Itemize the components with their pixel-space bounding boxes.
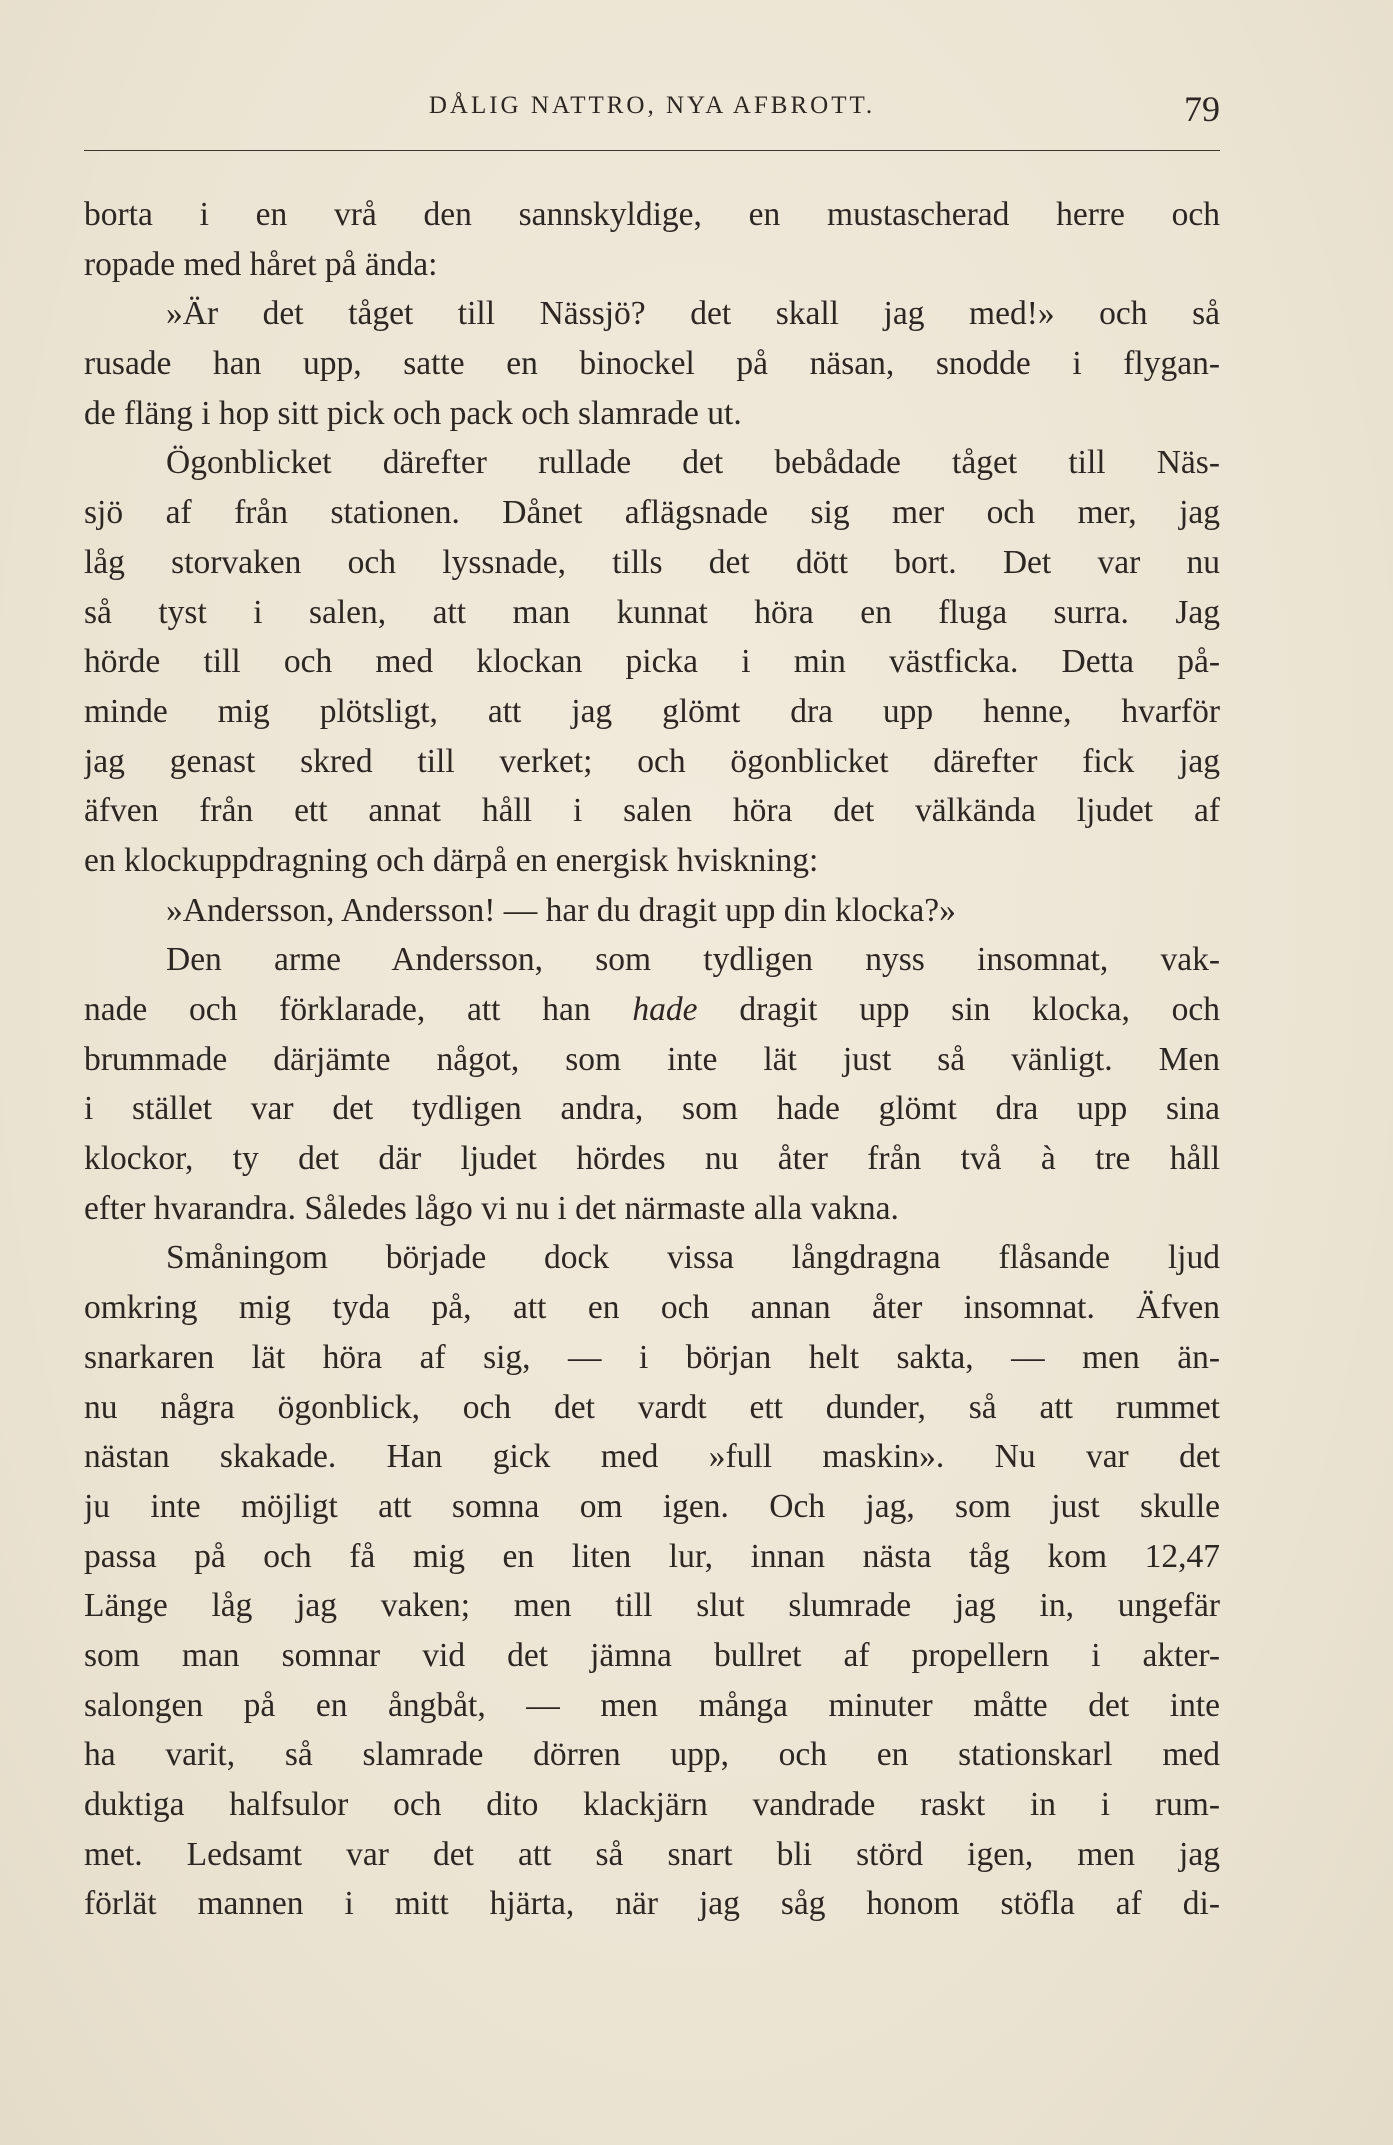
text-line: Småningom började dock vissa långdragna flåsande ljud bbox=[166, 1239, 1220, 1277]
text-line: duktiga halfsulor och dito klackjärn vandrade raskt in i rum- bbox=[84, 1786, 1220, 1823]
text-line: nästan skakade. Han gick med »full maskin». Nu var det bbox=[84, 1438, 1220, 1476]
text-line: »Är det tåget till Nässjö? det skall jag med!» och så bbox=[166, 295, 1220, 333]
text-line bbox=[84, 935, 1220, 985]
text-line: sjö af från stationen. Dånet aflägsnade sig mer och mer, jag bbox=[84, 494, 1220, 532]
text-line: ropade med håret på ända: bbox=[84, 245, 438, 283]
text-line: ju inte möjligt att somna om igen. Och jag, som just skulle bbox=[84, 1487, 1220, 1525]
text-line: klockor, ty det där ljudet hördes nu åter från två à tre håll bbox=[84, 1140, 1220, 1178]
text-line bbox=[84, 985, 1220, 1035]
body-text bbox=[84, 190, 1220, 1929]
text-line: äfven från ett annat håll i salen höra det välkända ljudet af bbox=[84, 792, 1220, 830]
page-header bbox=[84, 88, 1220, 132]
text-segment: nade och förklarade, att han bbox=[84, 991, 633, 1028]
text-segment: Den arme Andersson, som tydligen nyss insomnat, vak- bbox=[166, 941, 1220, 979]
text-line: rusade han upp, satte en binockel på näsan, snodde i flygan- bbox=[84, 345, 1220, 383]
text-line: salongen på en ångbåt, — men många minuter måtte det inte bbox=[84, 1686, 1220, 1724]
text-line: omkring mig tyda på, att en och annan åter insomnat. Äfven bbox=[84, 1289, 1220, 1327]
text-line: jag genast skred till verket; och ögonblicket därefter fick jag bbox=[84, 742, 1220, 780]
header-rule bbox=[84, 150, 1220, 151]
text-line: förlät mannen i mitt hjärta, när jag såg honom stöfla af di- bbox=[84, 1885, 1220, 1923]
text-line: hörde till och med klockan picka i min västficka. Detta på- bbox=[84, 643, 1220, 681]
text-line: i stället var det tydligen andra, som hade glömt dra upp sina bbox=[84, 1090, 1220, 1128]
text-line: så tyst i salen, att man kunnat höra en fluga surra. Jag bbox=[84, 593, 1220, 631]
text-line: låg storvaken och lyssnade, tills det dött bort. Det var nu bbox=[84, 543, 1220, 581]
running-head: DÅLIG NATTRO, NYA AFBROTT. bbox=[428, 92, 876, 119]
emphasized-word: hade bbox=[632, 991, 698, 1028]
text-line: Länge låg jag vaken; men till slut slumrade jag in, ungefär bbox=[84, 1587, 1220, 1625]
text-segment: dragit upp sin klocka, och bbox=[697, 991, 1220, 1028]
text-line: »Andersson, Andersson! — har du dragit upp din klocka?» bbox=[166, 891, 956, 929]
text-line: de fläng i hop sitt pick och pack och slamrade ut. bbox=[84, 394, 742, 432]
text-line: Ögonblicket därefter rullade det bebådade tåget till Näs- bbox=[166, 444, 1220, 482]
text-line: en klockuppdragning och därpå en energisk hviskning: bbox=[84, 841, 819, 879]
text-line: borta i en vrå den sannskyldige, en mustascherad herre och bbox=[84, 196, 1220, 233]
text-line: brummade därjämte något, som inte lät just så vänligt. Men bbox=[84, 1040, 1220, 1078]
text-line: som man somnar vid det jämna bullret af propellern i akter- bbox=[84, 1636, 1220, 1674]
text-line: minde mig plötsligt, att jag glömt dra upp henne, hvarför bbox=[84, 692, 1220, 730]
text-line: met. Ledsamt var det att så snart bli störd igen, men jag bbox=[84, 1835, 1220, 1873]
text-line: passa på och få mig en liten lur, innan nästa tåg kom 12,47 bbox=[84, 1537, 1220, 1575]
page-number: 79 bbox=[1184, 89, 1220, 129]
text-line: efter hvarandra. Således lågo vi nu i det närmaste alla vakna. bbox=[84, 1189, 899, 1227]
text-line: snarkaren lät höra af sig, — i början helt sakta, — men än- bbox=[84, 1338, 1220, 1376]
text-line: ha varit, så slamrade dörren upp, och en stationskarl med bbox=[84, 1736, 1220, 1774]
text-line: nu några ögonblick, och det vardt ett dunder, så att rummet bbox=[84, 1388, 1220, 1426]
